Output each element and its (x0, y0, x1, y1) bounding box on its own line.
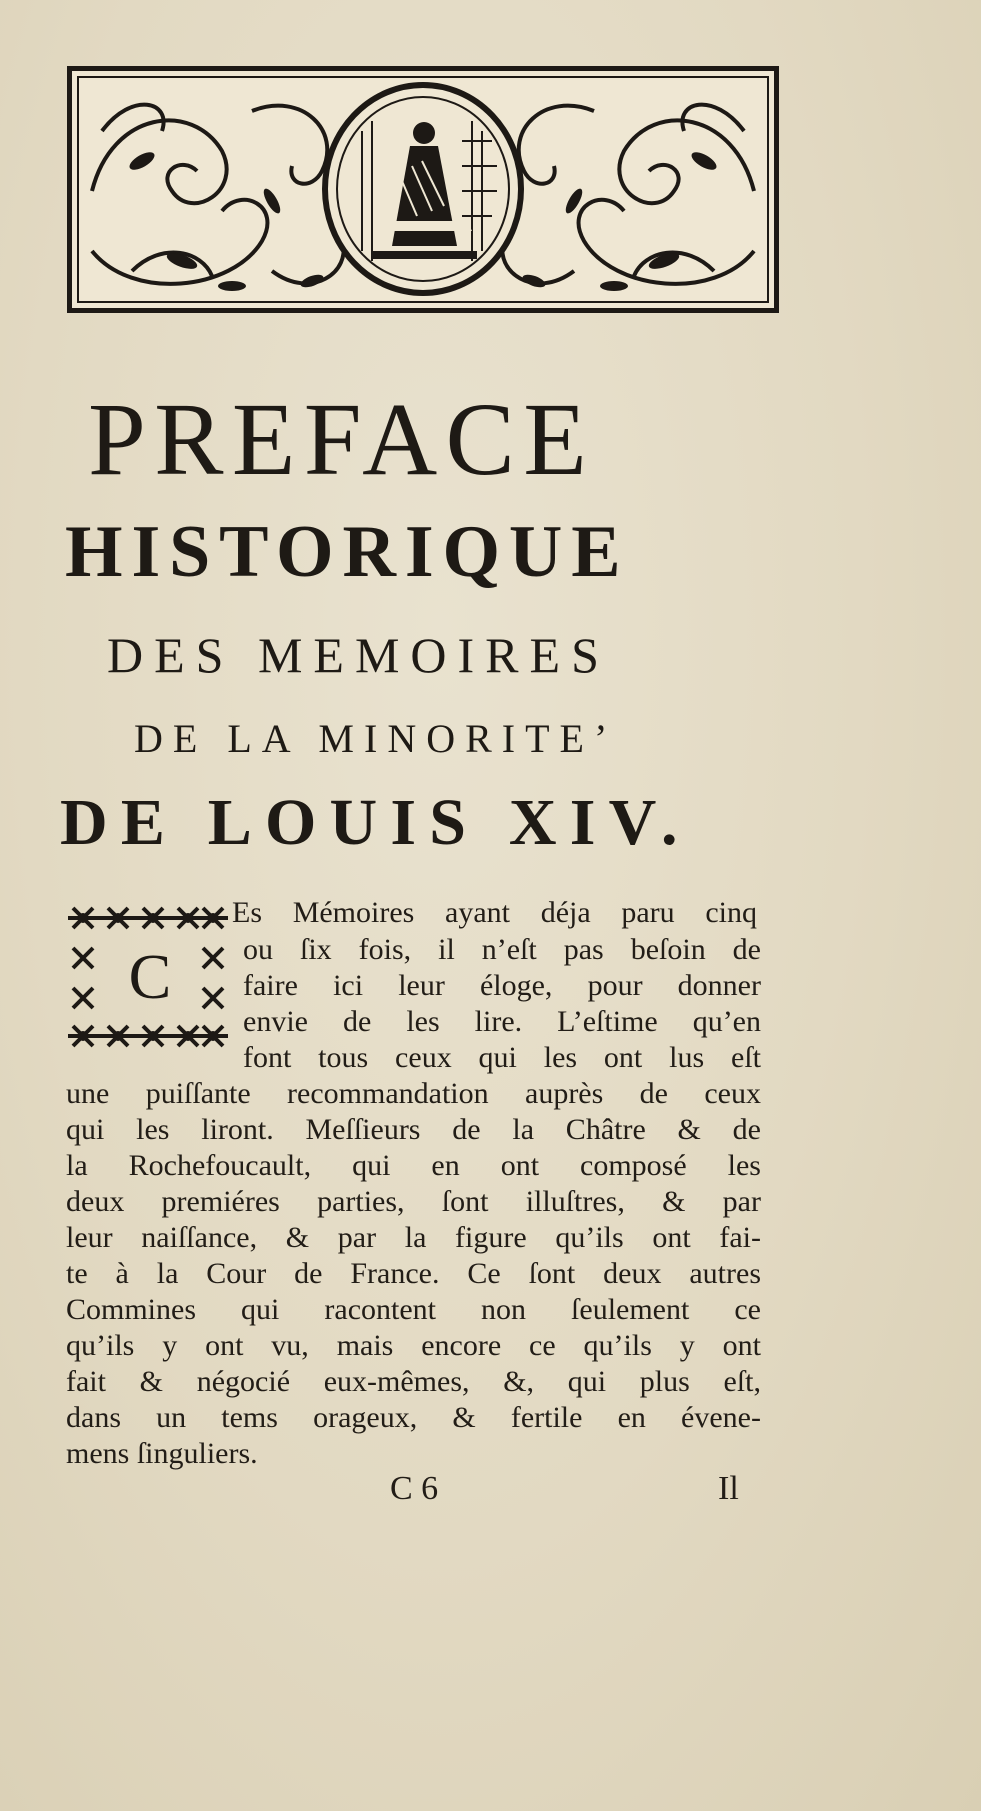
signature-mark: C 6 (390, 1470, 439, 1507)
catchword: Il (718, 1470, 739, 1507)
drop-cap-letter: C (128, 941, 172, 1012)
text-line-16: mens ſinguliers. (66, 1437, 258, 1470)
text-line-8: la Rochefoucault, qui en ont composé les (66, 1149, 761, 1182)
headpiece-ornament-icon (72, 71, 774, 308)
title-line-des-memoires: DES MEMOIRES (107, 627, 610, 683)
text-line-3: faire ici leur éloge, pour donner (243, 969, 761, 1002)
woodcut-headpiece (67, 66, 779, 313)
text-line-2: ou ſix fois, il n’eſt pas beſoin de (243, 933, 761, 966)
title-line-de-la-minorite: DE LA MINORITE’ (134, 716, 618, 761)
text-line-14: fait & négocié eux-mêmes, &, qui plus eſt, (66, 1365, 761, 1398)
text-line-11: te à la Cour de France. Ce ſont deux autres (66, 1257, 761, 1290)
text-line-5: font tous ceux qui les ont lus eſt (243, 1041, 761, 1074)
text-line-12: Commines qui racontent non ſeulement ce (66, 1293, 761, 1326)
text-line-15: dans un tems orageux, & fertile en évene- (66, 1401, 761, 1434)
text-line-10: leur naiſſance, & par la figure qu’ils ont fai- (66, 1221, 761, 1254)
text-line-9: deux premiéres parties, ſont illuſtres, & par (66, 1185, 761, 1218)
decorated-initial (68, 898, 228, 1056)
text-line-6: une puiſſante recommandation auprès de ceux (66, 1077, 761, 1110)
text-line-4: envie de les lire. L’eſtime qu’en (243, 1005, 761, 1038)
text-line-13: qu’ils y ont vu, mais encore ce qu’ils y ont (66, 1329, 761, 1362)
text-line-7: qui les liront. Meſſieurs de la Châtre & de (66, 1113, 761, 1146)
text-line-1: Es Mémoires ayant déja paru cinq (232, 896, 757, 929)
title-line-historique: HISTORIQUE (65, 511, 630, 593)
title-line-de-louis-xiv: DE LOUIS XIV. (60, 786, 691, 859)
title-line-preface: PREFACE (88, 382, 596, 497)
